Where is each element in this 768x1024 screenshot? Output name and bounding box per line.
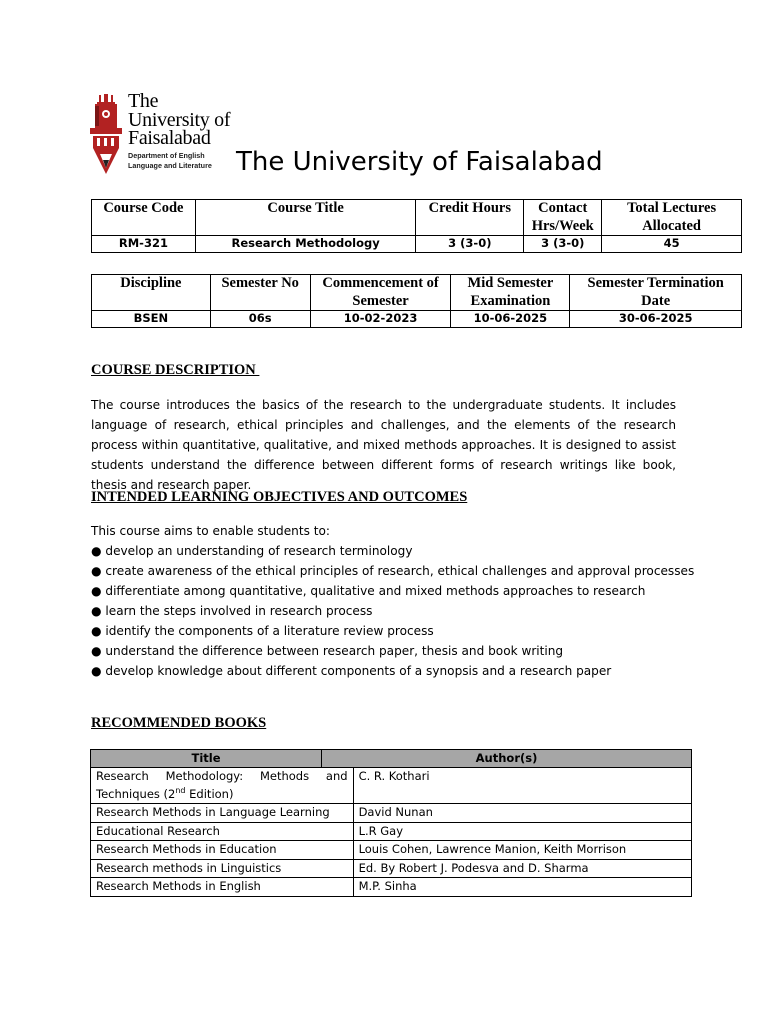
- course-description-heading: COURSE DESCRIPTION: [91, 362, 260, 378]
- recommended-books-heading: RECOMMENDED BOOKS: [91, 715, 267, 731]
- table-header-row: [91, 750, 692, 768]
- table-header-cell: Contact Hrs/Week: [524, 200, 602, 236]
- superscript: nd: [175, 785, 186, 795]
- table-row: [92, 311, 742, 328]
- book-author-cell: Ed. By Robert J. Podesva and D. Sharma: [353, 859, 691, 878]
- table-cell: 45: [602, 236, 742, 253]
- objectives-intro: This course aims to enable students to:: [91, 524, 330, 538]
- table-cell: BSEN: [92, 311, 211, 328]
- recommended-books-table: [90, 749, 692, 897]
- logo-word-line: The: [128, 90, 159, 112]
- table-header-cell: Total Lectures Allocated: [602, 200, 742, 236]
- book-title-text: Techniques (2: [96, 786, 176, 801]
- table-row: [91, 878, 692, 897]
- table-header-row: [92, 275, 742, 311]
- table-header-cell: Course Title: [195, 200, 416, 236]
- university-logo: [88, 92, 238, 176]
- objectives-list: [91, 541, 694, 681]
- logo-department-line: Language and Literature: [128, 161, 212, 170]
- book-title-cell: [91, 768, 354, 804]
- table-row: [92, 236, 742, 253]
- logo-department: [128, 151, 212, 171]
- table-cell: 3 (3-0): [416, 236, 524, 253]
- university-emblem-icon: [88, 92, 124, 176]
- semester-info-table: [91, 274, 742, 328]
- book-title-line: Research Methodology: Methods and: [96, 769, 348, 783]
- table-cell: 3 (3-0): [524, 236, 602, 253]
- table-header-row: [92, 200, 742, 236]
- table-cell: 30-06-2025: [570, 311, 742, 328]
- table-header-cell: Discipline: [92, 275, 211, 311]
- list-item: ● develop an understanding of research terminology: [91, 544, 413, 558]
- table-row: [91, 822, 692, 841]
- list-item: ● learn the steps involved in research process: [91, 604, 373, 618]
- logo-department-line: Department of English: [128, 151, 205, 160]
- table-header-cell: Semester Termination Date: [570, 275, 742, 311]
- book-title-cell: Educational Research: [91, 822, 354, 841]
- book-author-cell: M.P. Sinha: [353, 878, 691, 897]
- table-cell: 06s: [210, 311, 310, 328]
- table-header-cell: Semester No: [210, 275, 310, 311]
- list-item: ● identify the components of a literature review process: [91, 624, 434, 638]
- logo-wordmark: [128, 92, 230, 148]
- table-header-cell: Title: [91, 750, 322, 768]
- list-item: ● understand the difference between research paper, thesis and book writing: [91, 644, 564, 658]
- table-header-cell: Course Code: [92, 200, 196, 236]
- book-title-cell: Research methods in Linguistics: [91, 859, 354, 878]
- table-header-cell: Credit Hours: [416, 200, 524, 236]
- table-row: [91, 841, 692, 860]
- logo-word-line: University of: [128, 108, 231, 131]
- table-header-cell: Commencement of Semester: [310, 275, 451, 311]
- book-author-cell: C. R. Kothari: [353, 768, 691, 804]
- book-author-cell: Louis Cohen, Lawrence Manion, Keith Morrison: [353, 841, 691, 860]
- list-item: ● differentiate among quantitative, qualitative and mixed methods approaches to research: [91, 584, 646, 598]
- book-title-cell: Research Methods in Language Learning: [91, 804, 354, 823]
- book-title-cell: Research Methods in English: [91, 878, 354, 897]
- book-title-line: [96, 786, 348, 804]
- table-cell: Research Methodology: [195, 236, 416, 253]
- table-header-cell: Author(s): [322, 750, 692, 768]
- logo-word-line: Faisalabad: [128, 127, 211, 149]
- table-cell: RM-321: [92, 236, 196, 253]
- list-item: ● create awareness of the ethical principles of research, ethical challenges and approval processes: [91, 564, 695, 578]
- book-author-cell: L.R Gay: [353, 822, 691, 841]
- course-info-table: [91, 199, 742, 253]
- table-row: [91, 804, 692, 823]
- book-title-cell: Research Methods in Education: [91, 841, 354, 860]
- book-author-cell: David Nunan: [353, 804, 691, 823]
- table-cell: 10-02-2023: [310, 311, 451, 328]
- list-item: ● develop knowledge about different components of a synopsis and a research paper: [91, 664, 612, 678]
- table-row: [91, 859, 692, 878]
- table-cell: 10-06-2025: [451, 311, 570, 328]
- table-row: [91, 768, 692, 804]
- page-title: The University of Faisalabad: [236, 147, 603, 177]
- objectives-heading: INTENDED LEARNING OBJECTIVES AND OUTCOMES: [91, 489, 468, 505]
- table-header-cell: Mid Semester Examination: [451, 275, 570, 311]
- course-description-text: The course introduces the basics of the research to the undergraduate students. It includes language of research, ethical principles and challenges, and the elements of the research process within quantitative, qualitative, and mixed methods approaches. It is designed to assist students understand the difference between different forms of research writings like book, thesis and research paper.: [91, 398, 676, 492]
- book-title-text: Edition): [185, 786, 234, 801]
